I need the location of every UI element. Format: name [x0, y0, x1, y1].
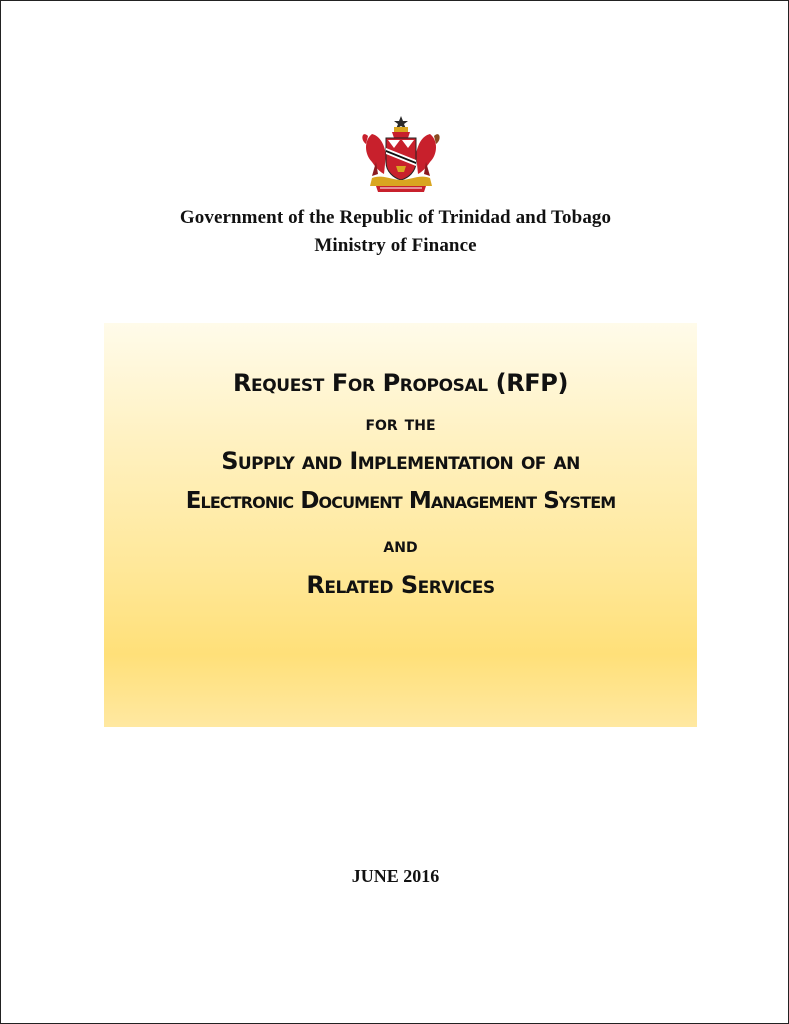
title-banner	[104, 323, 697, 727]
ministry-name: Ministry of Finance	[314, 235, 477, 256]
title-line-edms: Electronic Document Management System	[185, 488, 616, 514]
coat-of-arms-icon	[358, 114, 444, 196]
title-line-supply: Supply and Implementation of an	[221, 447, 580, 475]
document-date: JUNE 2016	[351, 866, 440, 886]
title-line-related-services: Related Services	[306, 571, 495, 599]
title-line-for-the: for the	[365, 411, 436, 435]
government-name: Government of the Republic of Trinidad and Tobago	[179, 207, 612, 228]
title-line-rfp: Request For Proposal (RFP)	[232, 369, 569, 397]
title-line-and: and	[383, 533, 418, 557]
